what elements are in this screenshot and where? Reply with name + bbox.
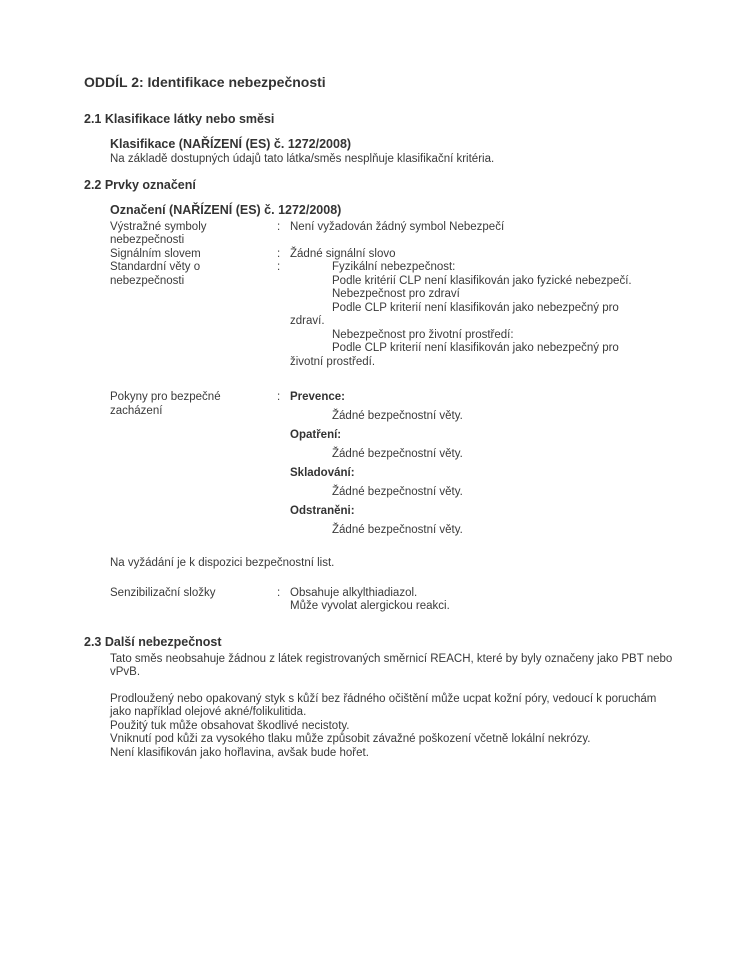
used-oil-line: Použitý tuk může obsahovat škodlivé necistoty. [110,719,350,732]
sensitizing-line-2: Může vyvolat alergickou reakci. [290,600,450,612]
colon-separator: : [277,220,281,233]
sensitizing-components-label: Senzibilizační složky [110,586,216,599]
heading-2-3: 2.3 Další nebezpečnost [84,634,222,649]
storage-group [290,467,642,500]
storage-text: Žádné bezpečnostní věty. [332,486,463,498]
prevention-title: Prevence: [290,391,345,403]
signal-word-value: Žádné signální slovo [290,247,396,260]
hazard-symbols-label: Výstražné symboly nebezpečnosti [110,220,207,246]
physical-hazard-text: Podle kritérií CLP není klasifikován jako fyzické nebezpečí. [332,274,632,287]
sds-availability-note: Na vyžádání je k dispozici bezpečnostní list. [110,557,335,569]
sensitizing-line-1: Obsahuje alkylthiadiazol. [290,586,418,599]
section-2-title: ODDÍL 2: Identifikace nebezpečnosti [84,74,326,90]
disposal-text: Žádné bezpečnostní věty. [332,524,463,536]
flammability-line: Není klasifikován jako hořlavina, avšak bude hořet. [110,746,369,759]
skin-contact-line: Prodloužený nebo opakovaný styk s kůží bez řádného očištění může ucpat kožní póry, vedoucí k poruchám jako například olejové akné/folikulitida. [110,692,657,718]
labeling-subheading: Označení (NAŘÍZENÍ (ES) č. 1272/2008) [110,202,342,217]
sensitizing-components-row [110,587,680,614]
precautionary-statements-row [110,391,680,543]
colon-separator: : [277,586,281,599]
colon-separator: : [277,247,281,260]
environment-hazard-heading: Nebezpečnost pro životní prostředí: [332,328,514,341]
environment-hazard-text: Podle CLP kriterií není klasifikován jako nebezpečný pro životní prostředí. [290,342,619,368]
hazard-symbols-value: Není vyžadován žádný symbol Nebezpečí [290,220,505,233]
hazard-symbols-row [110,221,680,248]
classification-subheading: Klasifikace (NAŘÍZENÍ (ES) č. 1272/2008) [110,137,352,151]
health-hazard-text: Podle CLP kriterií není klasifikován jako nebezpečný pro zdraví. [290,301,619,327]
storage-title: Skladování: [290,467,355,479]
physical-hazard-heading: Fyzikální nebezpečnost: [332,261,456,273]
signal-word-row [110,248,680,262]
response-text: Žádné bezpečnostní věty. [332,448,463,460]
precautionary-statements-value [290,391,642,543]
prevention-group [290,391,642,424]
heading-2-1: 2.1 Klasifikace látky nebo směsi [84,112,275,126]
colon-separator: : [277,261,281,273]
health-hazard-heading: Nebezpečnost pro zdraví [332,288,460,300]
signal-word-label: Signálním slovem [110,247,201,260]
reach-pbt-paragraph: Tato směs neobsahuje žádnou z látek registrovaných směrnicí REACH, které by byly označeny jako PBT nebo vPvB. [110,652,673,678]
sensitizing-components-value [290,587,642,614]
colon-separator: : [277,391,281,403]
heading-2-2: 2.2 Prvky označení [84,177,196,192]
hazard-statements-label: Standardní věty o nebezpečnosti [110,261,201,287]
hazard-statements-row [110,261,680,369]
high-pressure-line: Vniknutí pod kůži za vysokého tlaku může způsobit závažné poškození včetně lokální nekrózy. [110,733,591,745]
other-hazards-paragraph [110,693,680,761]
classification-statement: Na základě dostupných údajů tato látka/směs nesplňuje klasifikační kritéria. [110,153,495,165]
precautionary-statements-label: Pokyny pro bezpečné zacházení [110,391,221,417]
disposal-title: Odstraněni: [290,505,355,517]
section-2-3-content [110,653,680,761]
response-group [290,429,642,462]
hazard-statements-value [290,261,642,369]
prevention-text: Žádné bezpečnostní věty. [332,410,463,422]
response-title: Opatření: [290,429,342,441]
section-2-2-content [110,203,680,614]
disposal-group [290,505,642,538]
section-2-1-content [110,137,680,167]
